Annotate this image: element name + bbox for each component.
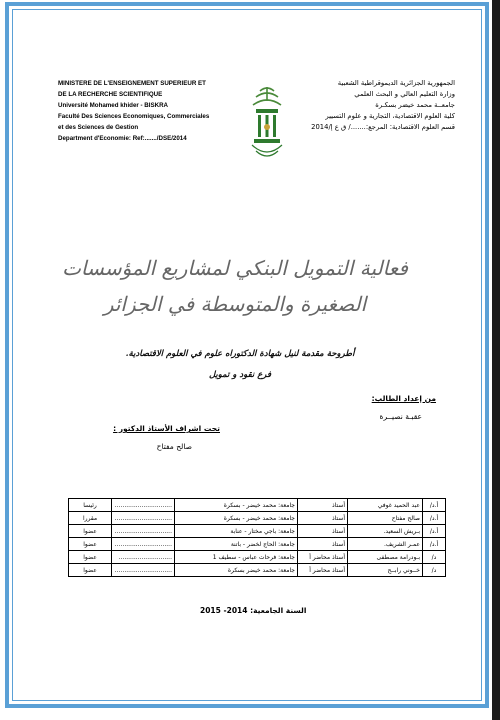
header-french <box>58 78 233 144</box>
thesis-specialty: فرع نقود و تمويل <box>208 370 272 380</box>
jury-university: جامعة: محمد خيضر - بسكرة <box>175 499 298 512</box>
jury-rank: أستاذ <box>298 538 348 551</box>
jury-signature: .............................. <box>112 525 175 538</box>
jury-role: عضوا <box>69 525 112 538</box>
header-ar-line: جامعــة محمد خيضر بسكـرة <box>375 101 455 109</box>
header-ar-line: وزارة التعليم العالي و البحث العلمي <box>354 90 455 98</box>
table-row <box>69 564 446 577</box>
table-row <box>69 499 446 512</box>
jury-role: عضوا <box>69 564 112 577</box>
jury-title: أ.د/ <box>423 525 446 538</box>
academic-year: السنة الجامعية: 2014- 2015 <box>200 606 307 615</box>
header-ar-line: الجمهورية الجزائرية الديموقراطية الشعبية <box>337 79 455 87</box>
header-ar-line: قسم العلوم الاقتصادية: المرجع:......./ ق ع إ/2014 <box>311 123 455 131</box>
header-fr-line: et des Sciences de Gestion <box>58 124 139 131</box>
jury-name: عمـر الشريف. <box>348 538 423 551</box>
jury-rank: أستاذ <box>298 499 348 512</box>
thesis-subtitle: أطروحة مقدمة لنيل شهادة الدكتوراه علوم في العلوم الاقتصادية. <box>125 349 355 359</box>
header-fr-line: Université Mohamed khider - BISKRA <box>58 102 169 109</box>
table-row <box>69 551 446 564</box>
jury-university: جامعة: محمد خيضر بسكرة <box>175 564 298 577</box>
header-fr-line: Department d'Economie: Ref:......./DSE/2014 <box>58 135 187 142</box>
header-arabic <box>265 78 455 133</box>
jury-title: د/ <box>423 551 446 564</box>
jury-table <box>68 498 446 577</box>
header-fr-line: MINISTERE DE L'ENSEIGNEMENT SUPERIEUR ET <box>58 80 206 87</box>
jury-title: أ.د/ <box>423 538 446 551</box>
jury-name: خــوني رابــح <box>348 564 423 577</box>
table-row <box>69 525 446 538</box>
supervisor-name: صالح مفتاح <box>156 442 192 451</box>
jury-role: مقررا <box>69 512 112 525</box>
jury-signature: .............................. <box>112 499 175 512</box>
jury-university: جامعة: باجي مختار - عنابة <box>175 525 298 538</box>
thesis-title-line2: الصغيرة والمتوسطة في الجزائر <box>103 292 367 316</box>
jury-title: د/ <box>423 564 446 577</box>
jury-rank: أستاذ <box>298 512 348 525</box>
jury-university: جامعة: فرحات عباس - سطيف 1 <box>175 551 298 564</box>
table-row <box>69 538 446 551</box>
jury-university: جامعة: محمد خيضر - بسكرة <box>175 512 298 525</box>
header-fr-line: DE LA RECHERCHE SCIENTIFIQUE <box>58 91 163 98</box>
header-ar-line: كلية العلوم الاقتصادية، التجارية و علوم التسيير <box>325 112 455 120</box>
jury-name: بـودرامة مصطفى <box>348 551 423 564</box>
table-row <box>69 512 446 525</box>
jury-university: جامعة: الحاج لخضر - باتنة <box>175 538 298 551</box>
jury-rank: أستاذ محاضر أ <box>298 551 348 564</box>
jury-rank: أستاذ <box>298 525 348 538</box>
jury-name: صالح مفتاح <box>348 512 423 525</box>
jury-name: بـريش السعيد. <box>348 525 423 538</box>
student-name: عقبـة نصيــرة <box>379 412 422 421</box>
jury-title: أ.د/ <box>423 499 446 512</box>
jury-role: رئيسا <box>69 499 112 512</box>
jury-role: عضوا <box>69 538 112 551</box>
jury-role: عضوا <box>69 551 112 564</box>
jury-signature: ............................ <box>112 551 175 564</box>
prepared-by-label: من إعداد الطالب: <box>371 394 436 403</box>
jury-signature: .............................. <box>112 564 175 577</box>
jury-title: أ.د/ <box>423 512 446 525</box>
jury-signature: .............................. <box>112 538 175 551</box>
jury-signature: .............................. <box>112 512 175 525</box>
jury-rank: أستاذ محاضر أ <box>298 564 348 577</box>
jury-name: عبد الحميد غوفي <box>348 499 423 512</box>
supervisor-label: تحت اشراف الأستاذ الدكتور : <box>113 424 220 433</box>
thesis-title-line1: فعالية التمويل البنكي لمشاريع المؤسسات <box>62 256 408 280</box>
page-edge-shadow <box>492 0 500 720</box>
header-fr-line: Faculté Des Sciences Economiques, Commerciales <box>58 113 210 120</box>
